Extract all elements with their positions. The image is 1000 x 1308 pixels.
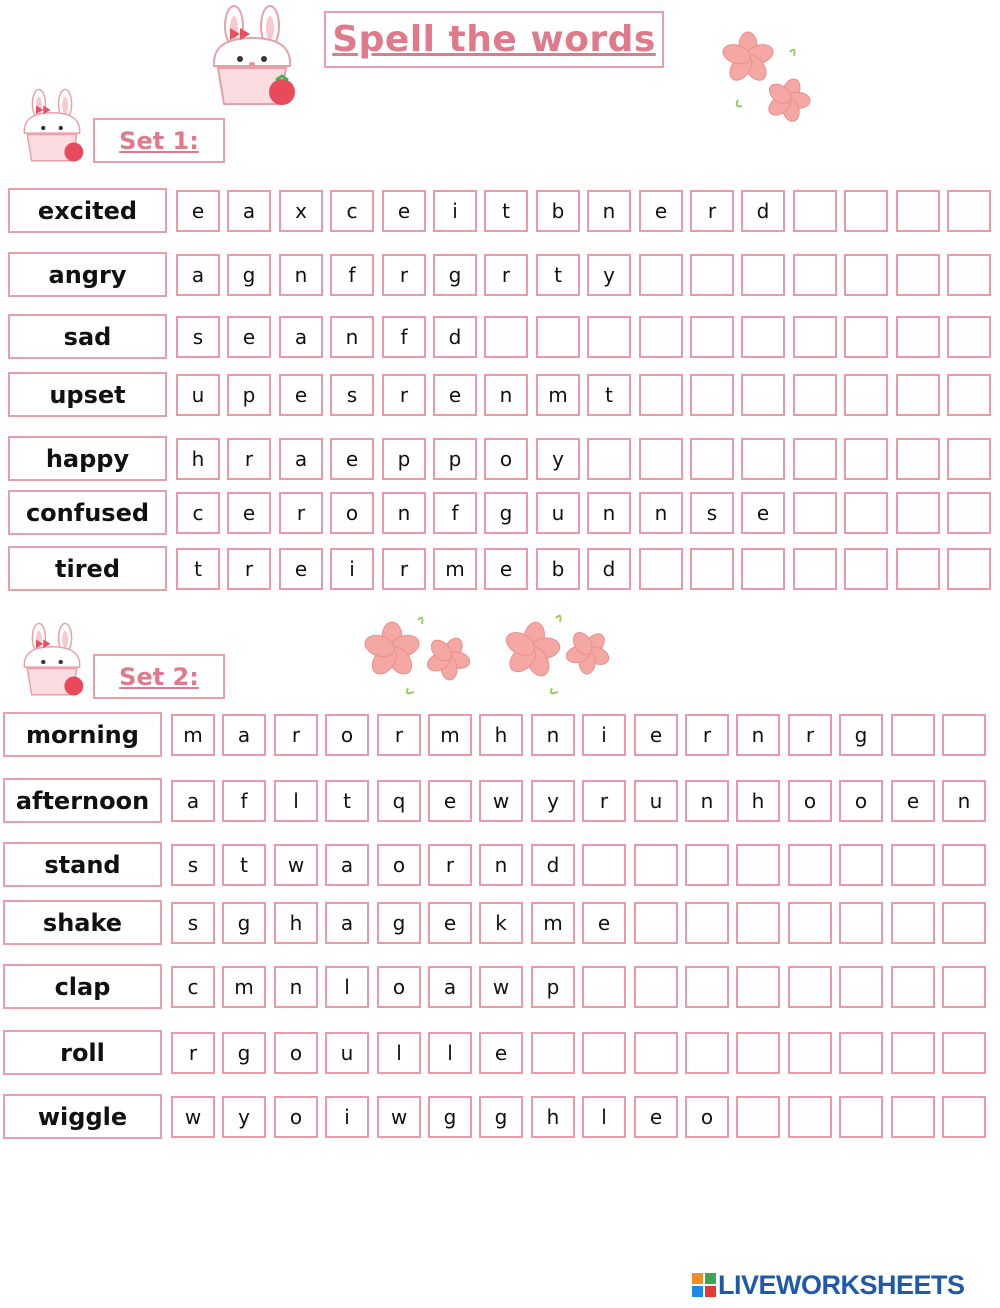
- letter-tile[interactable]: r: [582, 780, 626, 822]
- letter-tile[interactable]: e: [433, 374, 477, 416]
- empty-tile[interactable]: [844, 438, 888, 480]
- set-1-label-box: [93, 118, 225, 163]
- letter-tile[interactable]: h: [479, 714, 523, 756]
- letter-tile[interactable]: i: [433, 190, 477, 232]
- letter-tile[interactable]: c: [171, 966, 215, 1008]
- empty-tile[interactable]: [947, 374, 991, 416]
- letter-tile[interactable]: k: [479, 902, 523, 944]
- empty-tile[interactable]: [844, 492, 888, 534]
- bunny-cupcake-icon: [14, 88, 90, 168]
- empty-tile[interactable]: [891, 714, 935, 756]
- empty-tile[interactable]: [639, 438, 683, 480]
- word-row: [8, 372, 1000, 417]
- word-row: [3, 900, 1000, 945]
- empty-tile[interactable]: [891, 966, 935, 1008]
- letter-tile[interactable]: r: [788, 714, 832, 756]
- empty-tile[interactable]: [582, 966, 626, 1008]
- letter-tile[interactable]: e: [382, 190, 426, 232]
- letter-tile[interactable]: f: [330, 254, 374, 296]
- letter-tile[interactable]: o: [325, 714, 369, 756]
- empty-tile[interactable]: [639, 316, 683, 358]
- empty-tile[interactable]: [942, 966, 986, 1008]
- bunny-cupcake-icon: [200, 4, 304, 114]
- letter-tile[interactable]: a: [222, 714, 266, 756]
- letter-tile[interactable]: y: [531, 780, 575, 822]
- letter-tile[interactable]: d: [531, 844, 575, 886]
- empty-tile[interactable]: [587, 316, 631, 358]
- letter-tile[interactable]: m: [171, 714, 215, 756]
- empty-tile[interactable]: [896, 190, 940, 232]
- letter-tile[interactable]: e: [279, 374, 323, 416]
- word-label: confused: [8, 490, 167, 535]
- letter-tile[interactable]: d: [433, 316, 477, 358]
- letter-tile[interactable]: e: [634, 714, 678, 756]
- letter-tile[interactable]: l: [582, 1096, 626, 1138]
- letter-tile[interactable]: r: [685, 714, 729, 756]
- letter-tile[interactable]: m: [222, 966, 266, 1008]
- letter-tile[interactable]: e: [479, 1032, 523, 1074]
- letter-tile[interactable]: m: [536, 374, 580, 416]
- letter-tile[interactable]: y: [536, 438, 580, 480]
- letter-tile[interactable]: i: [325, 1096, 369, 1138]
- letter-tile[interactable]: r: [227, 548, 271, 590]
- letter-tile[interactable]: e: [330, 438, 374, 480]
- empty-tile[interactable]: [896, 548, 940, 590]
- letter-tile[interactable]: g: [433, 254, 477, 296]
- liveworksheets-logo: [692, 1268, 965, 1302]
- letter-tile[interactable]: n: [736, 714, 780, 756]
- empty-tile[interactable]: [844, 374, 888, 416]
- empty-tile[interactable]: [896, 316, 940, 358]
- set-2-label: Set 2:: [119, 662, 199, 691]
- letter-tile[interactable]: w: [274, 844, 318, 886]
- word-label: clap: [3, 964, 162, 1009]
- letter-tile[interactable]: t: [176, 548, 220, 590]
- letter-tile[interactable]: r: [279, 492, 323, 534]
- letter-tile[interactable]: y: [222, 1096, 266, 1138]
- empty-tile[interactable]: [741, 438, 785, 480]
- word-label: wiggle: [3, 1094, 162, 1139]
- letter-tile[interactable]: g: [479, 1096, 523, 1138]
- letter-tile[interactable]: n: [587, 492, 631, 534]
- letter-tile[interactable]: e: [484, 548, 528, 590]
- empty-tile[interactable]: [896, 374, 940, 416]
- letter-tile[interactable]: r: [484, 254, 528, 296]
- empty-tile[interactable]: [947, 316, 991, 358]
- empty-tile[interactable]: [896, 492, 940, 534]
- letter-tile[interactable]: r: [428, 844, 472, 886]
- empty-tile[interactable]: [793, 492, 837, 534]
- word-label: sad: [8, 314, 167, 359]
- word-row: [8, 490, 1000, 535]
- empty-tile[interactable]: [839, 966, 883, 1008]
- empty-tile[interactable]: [639, 548, 683, 590]
- letter-tile[interactable]: b: [536, 548, 580, 590]
- letter-tile[interactable]: s: [171, 902, 215, 944]
- empty-tile[interactable]: [587, 438, 631, 480]
- letter-tile[interactable]: e: [428, 902, 472, 944]
- word-row: [8, 314, 1000, 359]
- letter-tile[interactable]: w: [479, 966, 523, 1008]
- letter-tile[interactable]: u: [536, 492, 580, 534]
- letter-tile[interactable]: p: [382, 438, 426, 480]
- set-2-label-box: [93, 654, 225, 699]
- empty-tile[interactable]: [942, 902, 986, 944]
- letter-tile[interactable]: r: [382, 374, 426, 416]
- empty-tile[interactable]: [839, 902, 883, 944]
- letter-tile[interactable]: r: [274, 714, 318, 756]
- empty-tile[interactable]: [844, 190, 888, 232]
- letter-tile[interactable]: r: [690, 190, 734, 232]
- letter-tile[interactable]: g: [839, 714, 883, 756]
- empty-tile[interactable]: [891, 902, 935, 944]
- letter-tile[interactable]: u: [176, 374, 220, 416]
- empty-tile[interactable]: [634, 966, 678, 1008]
- letter-tile[interactable]: r: [227, 438, 271, 480]
- letter-tile[interactable]: n: [587, 190, 631, 232]
- letter-tile[interactable]: a: [279, 438, 323, 480]
- empty-tile[interactable]: [947, 548, 991, 590]
- empty-tile[interactable]: [793, 316, 837, 358]
- empty-tile[interactable]: [896, 254, 940, 296]
- letter-tile[interactable]: a: [227, 190, 271, 232]
- letter-tile[interactable]: d: [587, 548, 631, 590]
- letter-tile[interactable]: e: [227, 492, 271, 534]
- empty-tile[interactable]: [891, 844, 935, 886]
- letter-tile[interactable]: o: [839, 780, 883, 822]
- empty-tile[interactable]: [690, 438, 734, 480]
- letter-tile[interactable]: n: [274, 966, 318, 1008]
- letter-tile[interactable]: n: [279, 254, 323, 296]
- empty-tile[interactable]: [844, 316, 888, 358]
- empty-tile[interactable]: [736, 1096, 780, 1138]
- empty-tile[interactable]: [942, 1096, 986, 1138]
- empty-tile[interactable]: [947, 190, 991, 232]
- empty-tile[interactable]: [690, 548, 734, 590]
- letter-tile[interactable]: p: [531, 966, 575, 1008]
- bunny-cupcake-icon: [14, 622, 90, 702]
- letter-tile[interactable]: a: [325, 844, 369, 886]
- empty-tile[interactable]: [947, 438, 991, 480]
- empty-tile[interactable]: [536, 316, 580, 358]
- letter-tile[interactable]: r: [382, 548, 426, 590]
- empty-tile[interactable]: [788, 902, 832, 944]
- letter-tile[interactable]: e: [582, 902, 626, 944]
- letter-tile[interactable]: l: [377, 1032, 421, 1074]
- empty-tile[interactable]: [788, 1032, 832, 1074]
- letter-tile[interactable]: q: [377, 780, 421, 822]
- empty-tile[interactable]: [582, 1032, 626, 1074]
- letter-tile[interactable]: s: [176, 316, 220, 358]
- empty-tile[interactable]: [741, 374, 785, 416]
- word-label: tired: [8, 546, 167, 591]
- letter-tile[interactable]: n: [639, 492, 683, 534]
- letter-tile[interactable]: r: [382, 254, 426, 296]
- empty-tile[interactable]: [788, 844, 832, 886]
- letter-tile[interactable]: g: [222, 902, 266, 944]
- empty-tile[interactable]: [839, 844, 883, 886]
- empty-tile[interactable]: [685, 966, 729, 1008]
- empty-tile[interactable]: [942, 844, 986, 886]
- letter-tile[interactable]: t: [222, 844, 266, 886]
- letter-tile[interactable]: n: [685, 780, 729, 822]
- word-label: shake: [3, 900, 162, 945]
- title-box: [324, 11, 664, 68]
- letter-tile[interactable]: c: [176, 492, 220, 534]
- letter-tile[interactable]: t: [325, 780, 369, 822]
- page-title: Spell the words: [332, 19, 656, 60]
- letter-tile[interactable]: c: [330, 190, 374, 232]
- letter-tile[interactable]: f: [222, 780, 266, 822]
- empty-tile[interactable]: [741, 254, 785, 296]
- liveworksheets-logo-icon: [692, 1273, 716, 1297]
- word-row: [3, 964, 1000, 1009]
- set-1-label: Set 1:: [119, 126, 199, 155]
- letter-tile[interactable]: m: [433, 548, 477, 590]
- letter-tile[interactable]: r: [171, 1032, 215, 1074]
- letter-tile[interactable]: o: [274, 1096, 318, 1138]
- letter-tile[interactable]: l: [274, 780, 318, 822]
- letter-tile[interactable]: e: [639, 190, 683, 232]
- letter-tile[interactable]: o: [788, 780, 832, 822]
- word-row: [8, 252, 1000, 297]
- letter-tile[interactable]: w: [479, 780, 523, 822]
- letter-tile[interactable]: h: [176, 438, 220, 480]
- letter-tile[interactable]: g: [227, 254, 271, 296]
- letter-tile[interactable]: n: [942, 780, 986, 822]
- letter-tile[interactable]: m: [531, 902, 575, 944]
- empty-tile[interactable]: [947, 492, 991, 534]
- empty-tile[interactable]: [736, 902, 780, 944]
- word-row: [3, 778, 1000, 823]
- word-row: [8, 188, 1000, 233]
- empty-tile[interactable]: [634, 1032, 678, 1074]
- flower-icon: [718, 30, 818, 126]
- letter-tile[interactable]: m: [428, 714, 472, 756]
- letter-tile[interactable]: a: [325, 902, 369, 944]
- word-row: [3, 1094, 1000, 1139]
- word-label: afternoon: [3, 778, 162, 823]
- word-label: excited: [8, 188, 167, 233]
- empty-tile[interactable]: [639, 254, 683, 296]
- letter-tile[interactable]: s: [171, 844, 215, 886]
- empty-tile[interactable]: [531, 1032, 575, 1074]
- empty-tile[interactable]: [896, 438, 940, 480]
- word-label: upset: [8, 372, 167, 417]
- letter-tile[interactable]: a: [171, 780, 215, 822]
- empty-tile[interactable]: [690, 254, 734, 296]
- letter-tile[interactable]: r: [377, 714, 421, 756]
- word-label: roll: [3, 1030, 162, 1075]
- letter-tile[interactable]: o: [377, 966, 421, 1008]
- letter-tile[interactable]: h: [736, 780, 780, 822]
- liveworksheets-logo-text: LIVEWORKSHEETS: [718, 1269, 965, 1300]
- letter-tile[interactable]: g: [377, 902, 421, 944]
- empty-tile[interactable]: [793, 438, 837, 480]
- empty-tile[interactable]: [685, 902, 729, 944]
- letter-tile[interactable]: a: [279, 316, 323, 358]
- letter-tile[interactable]: x: [279, 190, 323, 232]
- letter-tile[interactable]: a: [176, 254, 220, 296]
- letter-tile[interactable]: n: [484, 374, 528, 416]
- letter-tile[interactable]: u: [634, 780, 678, 822]
- letter-tile[interactable]: n: [479, 844, 523, 886]
- word-label: angry: [8, 252, 167, 297]
- letter-tile[interactable]: p: [433, 438, 477, 480]
- empty-tile[interactable]: [844, 254, 888, 296]
- empty-tile[interactable]: [947, 254, 991, 296]
- letter-tile[interactable]: e: [634, 1096, 678, 1138]
- empty-tile[interactable]: [582, 844, 626, 886]
- empty-tile[interactable]: [793, 374, 837, 416]
- empty-tile[interactable]: [639, 374, 683, 416]
- letter-tile[interactable]: s: [690, 492, 734, 534]
- letter-tile[interactable]: e: [428, 780, 472, 822]
- word-row: [8, 436, 1000, 481]
- empty-tile[interactable]: [788, 1096, 832, 1138]
- empty-tile[interactable]: [793, 548, 837, 590]
- empty-tile[interactable]: [793, 254, 837, 296]
- letter-tile[interactable]: l: [325, 966, 369, 1008]
- letter-tile[interactable]: s: [330, 374, 374, 416]
- letter-tile[interactable]: g: [222, 1032, 266, 1074]
- letter-tile[interactable]: f: [382, 316, 426, 358]
- letter-tile[interactable]: d: [741, 190, 785, 232]
- empty-tile[interactable]: [690, 316, 734, 358]
- empty-tile[interactable]: [484, 316, 528, 358]
- letter-tile[interactable]: o: [377, 844, 421, 886]
- letter-tile[interactable]: a: [428, 966, 472, 1008]
- letter-tile[interactable]: h: [531, 1096, 575, 1138]
- letter-tile[interactable]: o: [330, 492, 374, 534]
- empty-tile[interactable]: [736, 966, 780, 1008]
- flower-icon: [360, 610, 620, 700]
- letter-tile[interactable]: e: [227, 316, 271, 358]
- letter-tile[interactable]: h: [274, 902, 318, 944]
- letter-tile[interactable]: t: [484, 190, 528, 232]
- empty-tile[interactable]: [839, 1032, 883, 1074]
- letter-tile[interactable]: u: [325, 1032, 369, 1074]
- empty-tile[interactable]: [793, 190, 837, 232]
- letter-tile[interactable]: b: [536, 190, 580, 232]
- letter-tile[interactable]: g: [484, 492, 528, 534]
- letter-tile[interactable]: n: [531, 714, 575, 756]
- empty-tile[interactable]: [788, 966, 832, 1008]
- word-label: happy: [8, 436, 167, 481]
- letter-tile[interactable]: n: [330, 316, 374, 358]
- empty-tile[interactable]: [942, 1032, 986, 1074]
- letter-tile[interactable]: i: [582, 714, 626, 756]
- letter-tile[interactable]: w: [171, 1096, 215, 1138]
- letter-tile[interactable]: e: [741, 492, 785, 534]
- empty-tile[interactable]: [942, 714, 986, 756]
- letter-tile[interactable]: f: [433, 492, 477, 534]
- letter-tile[interactable]: t: [587, 374, 631, 416]
- word-row: [8, 546, 1000, 591]
- empty-tile[interactable]: [891, 1096, 935, 1138]
- empty-tile[interactable]: [736, 1032, 780, 1074]
- empty-tile[interactable]: [634, 902, 678, 944]
- letter-tile[interactable]: g: [428, 1096, 472, 1138]
- empty-tile[interactable]: [690, 374, 734, 416]
- word-label: morning: [3, 712, 162, 757]
- letter-tile[interactable]: w: [377, 1096, 421, 1138]
- word-label: stand: [3, 842, 162, 887]
- letter-tile[interactable]: o: [274, 1032, 318, 1074]
- letter-tile[interactable]: e: [891, 780, 935, 822]
- letter-tile[interactable]: p: [227, 374, 271, 416]
- letter-tile[interactable]: i: [330, 548, 374, 590]
- empty-tile[interactable]: [741, 316, 785, 358]
- word-row: [3, 712, 1000, 757]
- empty-tile[interactable]: [634, 844, 678, 886]
- empty-tile[interactable]: [685, 844, 729, 886]
- empty-tile[interactable]: [891, 1032, 935, 1074]
- letter-tile[interactable]: y: [587, 254, 631, 296]
- letter-tile[interactable]: o: [685, 1096, 729, 1138]
- empty-tile[interactable]: [741, 548, 785, 590]
- letter-tile[interactable]: o: [484, 438, 528, 480]
- word-row: [3, 1030, 1000, 1075]
- letter-tile[interactable]: l: [428, 1032, 472, 1074]
- empty-tile[interactable]: [839, 1096, 883, 1138]
- letter-tile[interactable]: t: [536, 254, 580, 296]
- empty-tile[interactable]: [844, 548, 888, 590]
- empty-tile[interactable]: [685, 1032, 729, 1074]
- letter-tile[interactable]: n: [382, 492, 426, 534]
- letter-tile[interactable]: e: [279, 548, 323, 590]
- empty-tile[interactable]: [736, 844, 780, 886]
- word-row: [3, 842, 1000, 887]
- letter-tile[interactable]: e: [176, 190, 220, 232]
